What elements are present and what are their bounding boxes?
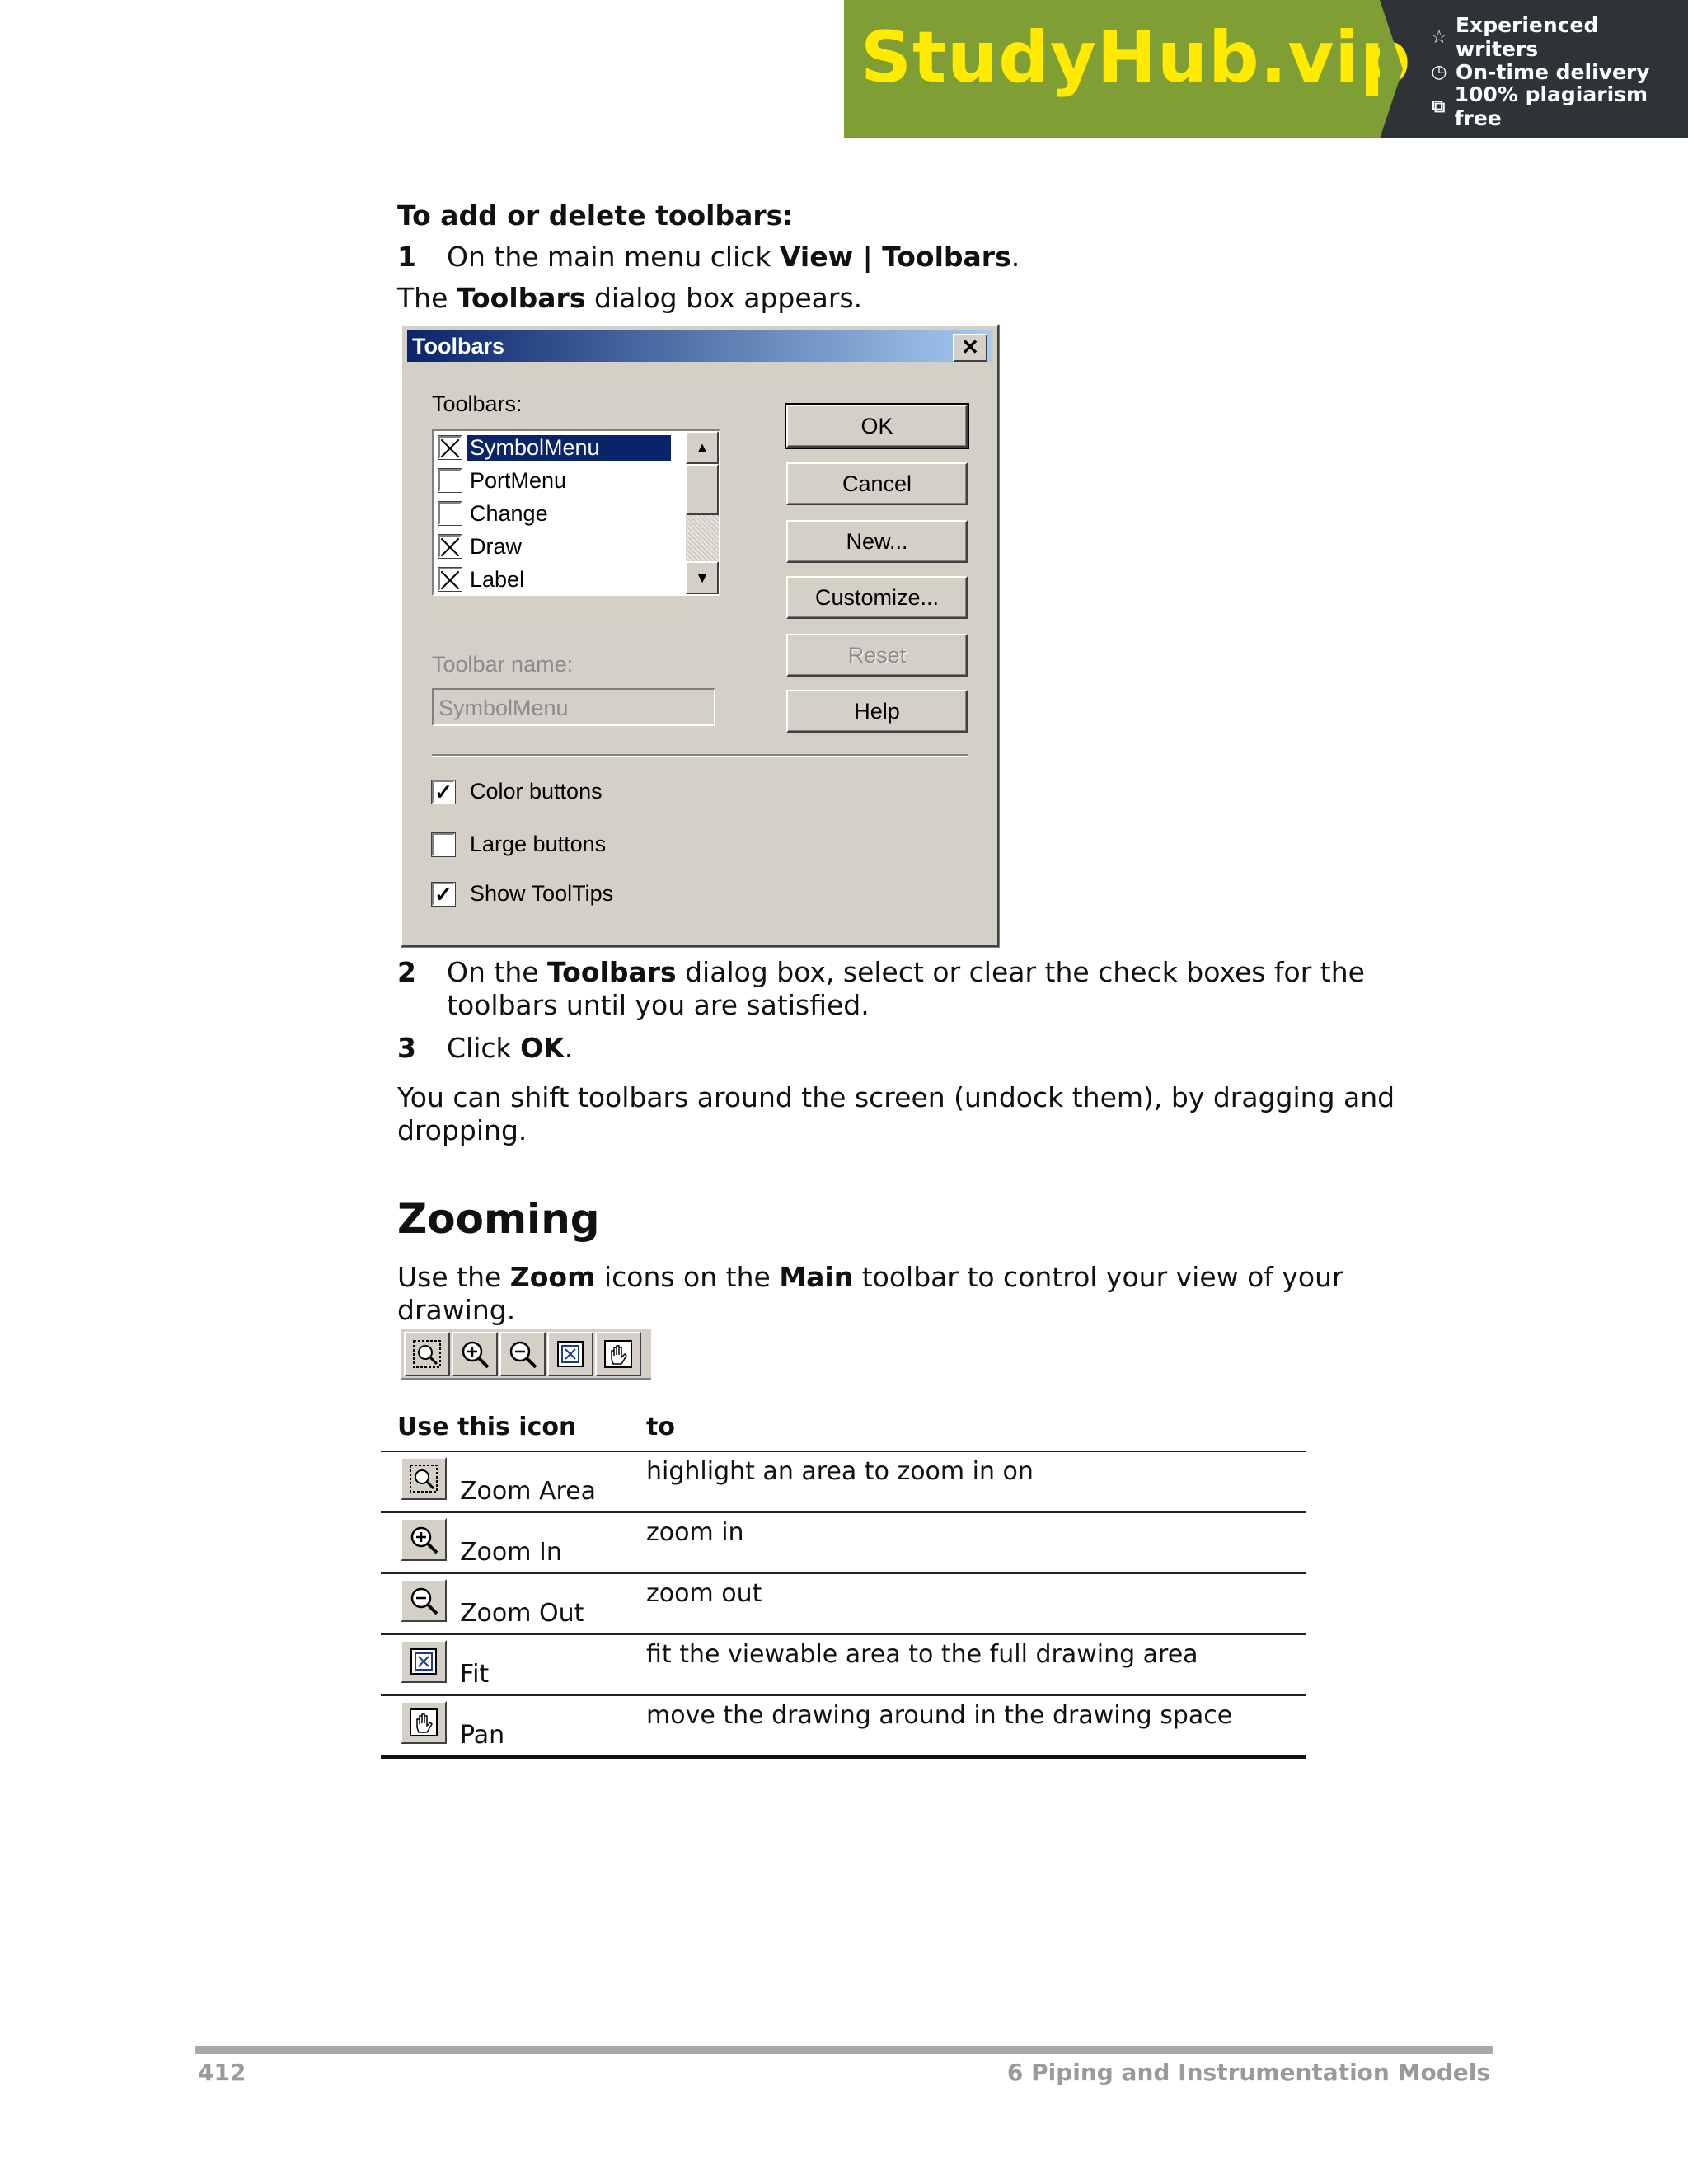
icon-name: Fit xyxy=(460,1660,490,1689)
clock-icon: ◷ xyxy=(1431,61,1447,82)
large-buttons-checkbox[interactable]: Large buttons xyxy=(432,832,606,857)
scroll-down-icon[interactable]: ▼ xyxy=(686,561,719,594)
zoom-area-icon xyxy=(401,1457,447,1500)
zoom-area-icon xyxy=(410,1338,443,1371)
dialog-appears-line: The Toolbars dialog box appears. xyxy=(397,282,863,314)
checkbox-crossed-icon[interactable] xyxy=(438,568,462,591)
zoom-toolbar xyxy=(401,1327,651,1380)
brand-logo: StudyHub.vip xyxy=(860,16,1412,99)
banner-features xyxy=(1380,0,1688,138)
reset-button[interactable]: Reset xyxy=(786,634,968,677)
toolbars-list xyxy=(434,431,719,596)
zoom-icons-table xyxy=(381,1409,1306,1759)
feature-writers: ☆ Experienced writers xyxy=(1429,20,1688,54)
feature-plagiarism: ⧉ 100% plagiarism free xyxy=(1429,89,1688,124)
table-row xyxy=(381,1572,1306,1633)
toolbars-list-label: Toolbars: xyxy=(432,391,523,416)
icon-name: Zoom Out xyxy=(460,1599,584,1628)
checkbox-empty-icon[interactable] xyxy=(438,502,462,525)
customize-button[interactable]: Customize... xyxy=(786,576,968,619)
toolbars-dialog xyxy=(401,324,999,947)
step-1: 1 On the main menu click View | Toolbars. xyxy=(397,241,1020,273)
toolbar-item-label: Draw xyxy=(470,533,523,559)
star-icon: ☆ xyxy=(1431,26,1447,48)
zoom-in-icon xyxy=(401,1518,447,1561)
checkbox-crossed-icon[interactable] xyxy=(438,436,462,459)
step-3: 3 Click OK. xyxy=(397,1032,574,1064)
close-button[interactable]: ✕ xyxy=(953,334,987,362)
table-header xyxy=(381,1409,1306,1451)
toolbar-item-label: SymbolMenu xyxy=(467,435,671,461)
icon-description: zoom out xyxy=(646,1579,762,1608)
show-tooltips-checkbox[interactable]: ✓ Show ToolTips xyxy=(432,881,613,907)
icon-description: zoom in xyxy=(646,1518,744,1547)
toolbar-item-label: Label xyxy=(470,566,525,592)
scroll-up-icon[interactable]: ▲ xyxy=(686,431,719,464)
scroll-thumb[interactable] xyxy=(686,464,719,515)
table-row xyxy=(381,1694,1306,1755)
zoom-in-button[interactable] xyxy=(452,1332,498,1376)
chapter-title: 6 Piping and Instrumentation Models xyxy=(1006,2059,1490,2086)
zooming-heading: Zooming xyxy=(397,1195,600,1243)
banner-arrow xyxy=(1380,0,1403,138)
toolbar-name-label: Toolbar name: xyxy=(432,652,574,677)
cancel-button[interactable]: Cancel xyxy=(786,462,968,505)
fit-button[interactable] xyxy=(547,1332,593,1376)
pan-icon xyxy=(401,1701,447,1744)
icon-name: Zoom Area xyxy=(460,1477,597,1506)
zoom-in-icon xyxy=(458,1338,491,1371)
undock-paragraph: You can shift toolbars around the screen (undock them), by dragging and dropping. xyxy=(397,1081,1395,1146)
zoom-out-icon xyxy=(401,1579,447,1622)
pan-button[interactable] xyxy=(595,1332,641,1376)
table-row xyxy=(381,1511,1306,1572)
dialog-separator xyxy=(432,754,968,757)
zoom-out-icon xyxy=(506,1338,539,1371)
table-row xyxy=(381,1633,1306,1694)
toolbar-item-label: PortMenu xyxy=(470,467,567,493)
icon-name: Pan xyxy=(460,1721,505,1750)
zoom-out-button[interactable] xyxy=(499,1332,546,1376)
help-button[interactable]: Help xyxy=(786,690,968,733)
brand-block xyxy=(844,0,1412,138)
icon-description: highlight an area to zoom in on xyxy=(646,1457,1034,1486)
header-icon-col: Use this icon xyxy=(397,1413,577,1441)
toolbar-list-item[interactable] xyxy=(434,464,719,497)
checkbox-checked-icon[interactable]: ✓ xyxy=(432,780,455,804)
new-button[interactable]: New... xyxy=(786,520,968,563)
dialog-title: Toolbars xyxy=(412,334,505,359)
copy-icon: ⧉ xyxy=(1432,96,1446,117)
toolbar-name-field[interactable]: SymbolMenu xyxy=(432,688,715,726)
icon-name: Zoom In xyxy=(460,1538,562,1567)
icon-description: move the drawing around in the drawing space xyxy=(646,1701,1233,1730)
checkbox-empty-icon[interactable] xyxy=(432,833,455,856)
fit-icon xyxy=(554,1338,587,1371)
checkbox-empty-icon[interactable] xyxy=(438,469,462,492)
toolbar-list-item[interactable] xyxy=(434,530,719,563)
toolbar-list-item[interactable] xyxy=(434,431,719,464)
table-row xyxy=(381,1452,1306,1511)
header-to-col: to xyxy=(646,1413,675,1441)
toolbars-listbox[interactable] xyxy=(432,429,720,596)
pan-icon xyxy=(602,1338,635,1371)
fit-icon xyxy=(401,1640,447,1683)
feature-delivery: ◷ On-time delivery xyxy=(1429,54,1688,89)
zoom-area-button[interactable] xyxy=(404,1332,450,1376)
toolbar-list-item[interactable] xyxy=(434,497,719,530)
studyhub-banner[interactable] xyxy=(844,0,1688,138)
section-heading: To add or delete toolbars: xyxy=(397,199,794,232)
color-buttons-checkbox[interactable]: ✓ Color buttons xyxy=(432,779,603,804)
dialog-title-bar[interactable] xyxy=(407,330,992,362)
listbox-scrollbar[interactable] xyxy=(686,431,719,594)
checkbox-crossed-icon[interactable] xyxy=(438,535,462,558)
toolbar-item-label: Change xyxy=(470,500,548,526)
ok-button[interactable]: OK xyxy=(786,405,968,448)
zooming-intro: Use the Zoom icons on the Main toolbar to control your view of your drawing. xyxy=(397,1261,1343,1326)
footer-rule xyxy=(195,2046,1493,2054)
icon-description: fit the viewable area to the full drawing area xyxy=(646,1640,1198,1669)
checkbox-checked-icon[interactable]: ✓ xyxy=(432,883,455,906)
page-number: 412 xyxy=(198,2059,246,2086)
step-2: 2 On the Toolbars dialog box, select or clear the check boxes for the toolbars until you are satisfied. xyxy=(397,956,1365,1021)
table-body xyxy=(381,1451,1306,1759)
toolbar-list-item[interactable] xyxy=(434,563,719,596)
